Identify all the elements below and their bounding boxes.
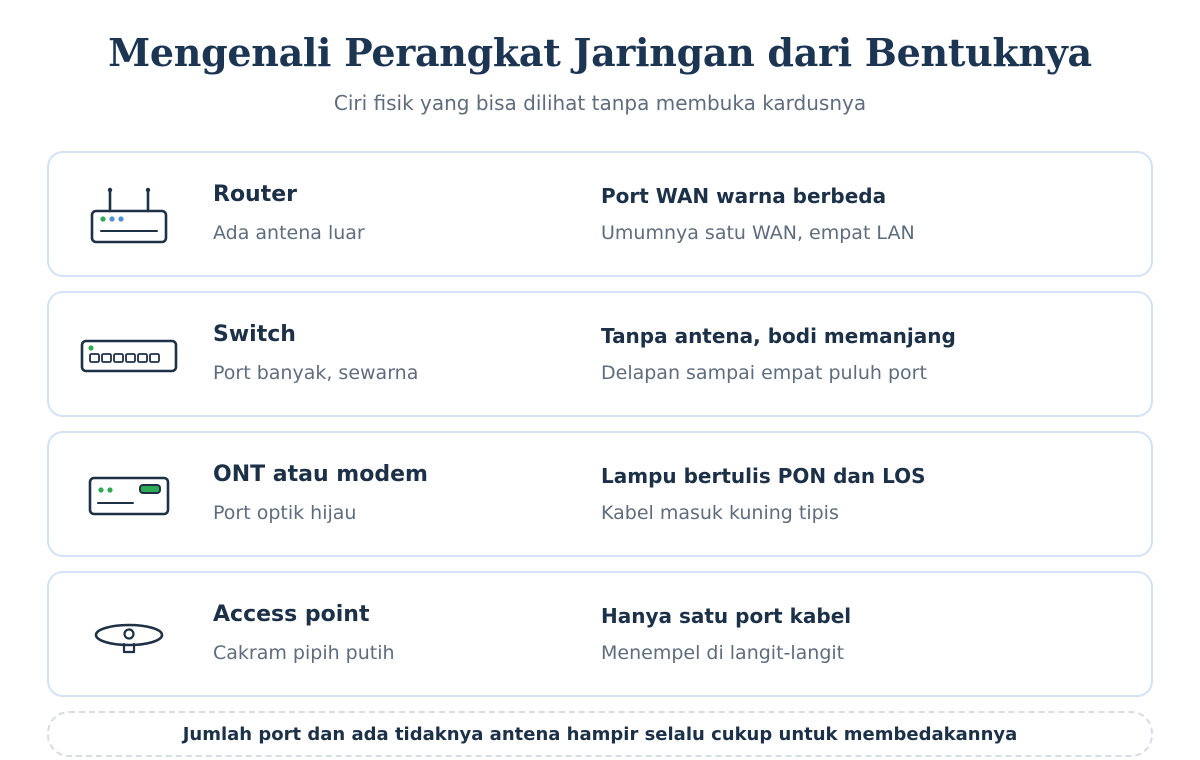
- router-icon: [79, 186, 179, 246]
- device-detail: Delapan sampai empat puluh port: [601, 362, 927, 384]
- page-title: Mengenali Perangkat Jaringan dari Bentuknya: [108, 30, 1092, 75]
- device-card-router: [47, 151, 1153, 277]
- device-fact: Tanpa antena, bodi memanjang: [601, 324, 956, 348]
- device-trait: Port optik hijau: [213, 502, 357, 524]
- device-card-modem: [47, 431, 1153, 557]
- device-detail: Kabel masuk kuning tipis: [601, 502, 839, 524]
- page-subtitle: Ciri fisik yang bisa dilihat tanpa membuka kardusnya: [333, 91, 867, 115]
- device-fact: Hanya satu port kabel: [601, 604, 852, 628]
- device-trait: Port banyak, sewarna: [213, 362, 419, 384]
- device-detail: Umumnya satu WAN, empat LAN: [601, 222, 915, 244]
- device-card-switch: [47, 291, 1153, 417]
- footer-note-text: Jumlah port dan ada tidaknya antena hampir selalu cukup untuk membedakannya: [182, 723, 1018, 745]
- modem-icon: [79, 466, 179, 526]
- device-card-access-point: [47, 571, 1153, 697]
- device-name: ONT atau modem: [213, 462, 428, 487]
- access-point-icon: [79, 606, 179, 666]
- switch-icon: [79, 326, 179, 386]
- device-name: Router: [213, 182, 298, 207]
- device-fact: Port WAN warna berbeda: [601, 184, 887, 208]
- footer-note: [47, 711, 1153, 757]
- device-trait: Cakram pipih putih: [213, 642, 395, 664]
- device-trait: Ada antena luar: [213, 222, 365, 244]
- device-fact: Lampu bertulis PON dan LOS: [601, 464, 926, 488]
- device-name: Switch: [213, 322, 296, 347]
- device-name: Access point: [213, 602, 370, 627]
- device-detail: Menempel di langit-langit: [601, 642, 845, 664]
